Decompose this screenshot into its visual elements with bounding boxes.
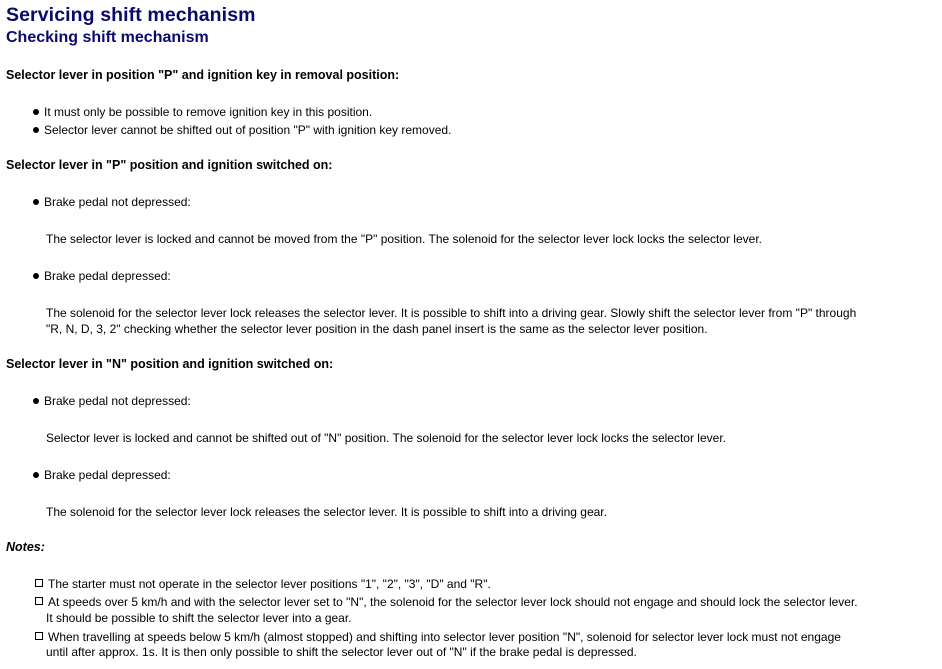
list-item xyxy=(33,468,171,482)
note-item xyxy=(35,576,491,593)
list-item xyxy=(33,123,451,137)
list-item xyxy=(33,269,171,283)
note-item xyxy=(35,594,858,611)
note-text: until after approx. 1s. It is then only possible to shift the selector lever out of "N" if the brake pedal is depressed. xyxy=(46,645,637,659)
section-heading: Selector lever in "N" position and ignition switched on: xyxy=(6,357,334,371)
page-subtitle: Checking shift mechanism xyxy=(6,29,209,46)
paragraph: "R, N, D, 3, 2" checking whether the selector lever position in the dash panel insert is the same as the selector lever position. xyxy=(46,322,708,336)
page-title: Servicing shift mechanism xyxy=(6,4,256,26)
bullet-icon xyxy=(33,109,39,115)
list-item xyxy=(33,394,191,408)
bullet-icon xyxy=(33,472,39,478)
notes-heading: Notes: xyxy=(6,540,45,554)
note-item xyxy=(35,629,841,646)
note-text: The starter must not operate in the selector lever positions "1", "2", "3", "D" and "R". xyxy=(48,577,491,591)
checkbox-bullet-icon xyxy=(35,597,43,605)
bullet-icon xyxy=(33,199,39,205)
section-heading: Selector lever in "P" position and ignition switched on: xyxy=(6,158,333,172)
list-item xyxy=(33,105,372,119)
note-text: It should be possible to shift the selector lever into a gear. xyxy=(46,611,352,625)
paragraph: The solenoid for the selector lever lock releases the selector lever. It is possible to shift into a driving gear. Slowly shift the selector lever from "P" through xyxy=(46,306,857,320)
list-item-text: Selector lever cannot be shifted out of position "P" with ignition key removed. xyxy=(44,123,452,137)
checkbox-bullet-icon xyxy=(35,632,43,640)
list-item-text: Brake pedal depressed: xyxy=(44,269,171,283)
list-item-text: Brake pedal depressed: xyxy=(44,468,171,482)
paragraph: The solenoid for the selector lever lock releases the selector lever. It is possible to shift into a driving gear. xyxy=(46,505,607,519)
paragraph: The selector lever is locked and cannot be moved from the "P" position. The solenoid for the selector lever lock locks the selector lever. xyxy=(46,232,762,246)
list-item xyxy=(33,195,191,209)
list-item-text: Brake pedal not depressed: xyxy=(44,394,191,408)
list-item-text: Brake pedal not depressed: xyxy=(44,195,191,209)
note-text: When travelling at speeds below 5 km/h (almost stopped) and shifting into selector lever position "N", solenoid for selector lever lock must not engage xyxy=(48,630,841,644)
section-heading: Selector lever in position "P" and ignition key in removal position: xyxy=(6,68,400,82)
bullet-icon xyxy=(33,273,39,279)
note-text: At speeds over 5 km/h and with the selector lever set to "N", the solenoid for the selector lever lock should not engage and should lock the selector lever. xyxy=(48,595,858,609)
bullet-icon xyxy=(33,127,39,133)
list-item-text: It must only be possible to remove ignition key in this position. xyxy=(44,105,373,119)
bullet-icon xyxy=(33,398,39,404)
paragraph: Selector lever is locked and cannot be shifted out of "N" position. The solenoid for the selector lever lock locks the selector lever. xyxy=(46,431,726,445)
checkbox-bullet-icon xyxy=(35,579,43,587)
